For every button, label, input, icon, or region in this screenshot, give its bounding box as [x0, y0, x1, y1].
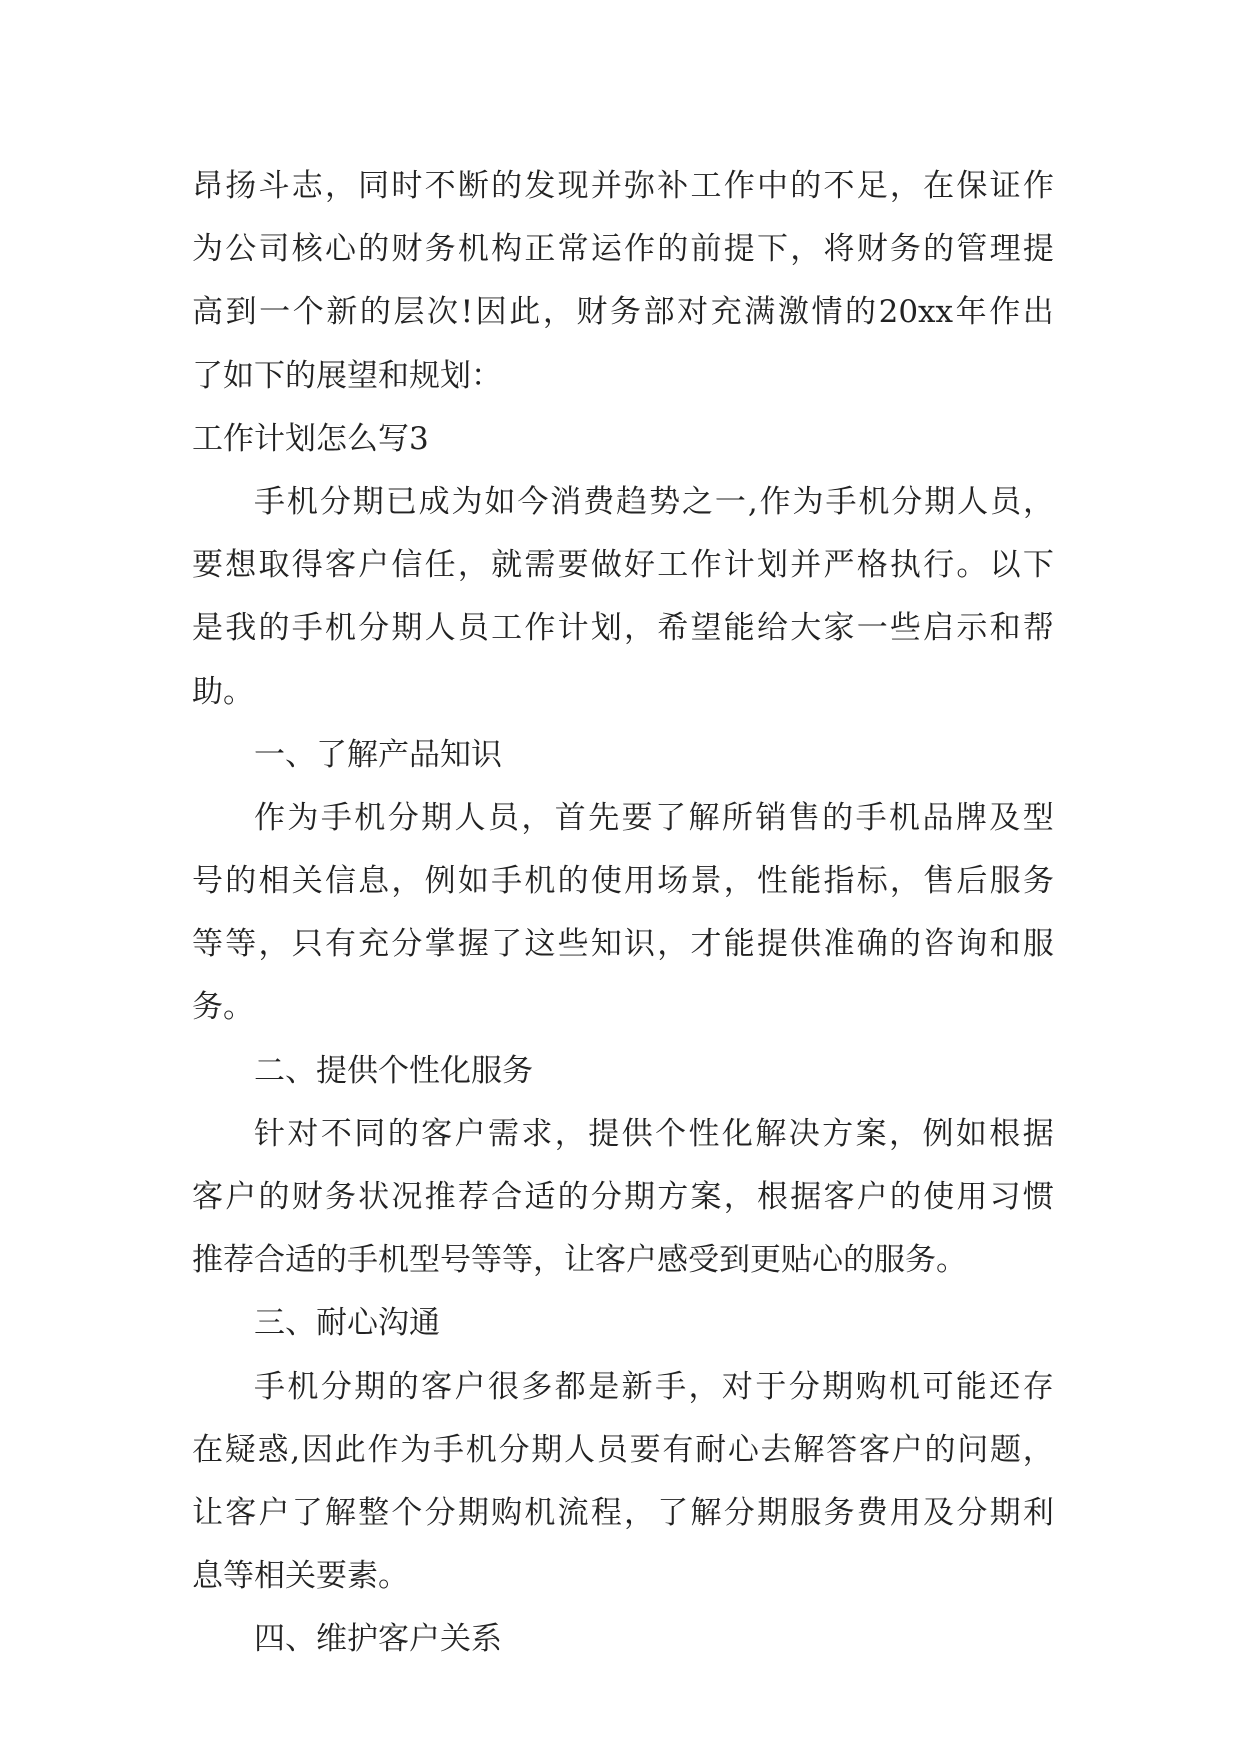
body-line: 号 的 相 关 信 息 ， 例 如 手 机 的 使 用 场 景 ， 性 能 指 标 ， 售 后 服 务	[192, 863, 1054, 900]
section-heading: 工作计划怎么写3	[192, 420, 429, 457]
body-line: 等 等 ， 只 有 充 分 掌 握 了 这 些 知 识 ， 才 能 提 供 准 确 的 咨 询 和 服	[192, 926, 1054, 963]
document-body	[192, 155, 1054, 1672]
body-line: 让 客 户 了 解 整 个 分 期 购 机 流 程 ， 了 解 分 期 服 务 费 用 及 分 期 利	[192, 1494, 1054, 1531]
body-line: 在 疑 惑 , 因 此 作 为 手 机 分 期 人 员 要 有 耐 心 去 解 答 客 户 的 问 题 ，	[192, 1431, 1054, 1468]
body-line: 昂 扬 斗 志 ， 同 时 不 断 的 发 现 并 弥 补 工 作 中 的 不 足 ， 在 保 证 作	[192, 168, 1054, 204]
body-line: 手 机 分 期 的 客 户 很 多 都 是 新 手 ， 对 于 分 期 购 机 可 能 还 存	[254, 1368, 1054, 1405]
body-line: 高 到 一 个 新 的 层 次 ! 因 此 ， 财 务 部 对 充 满 激 情 的 20xx 年 作 出	[192, 294, 1054, 331]
body-line: 了如下的展望和规划：	[192, 357, 502, 394]
body-line: 要 想 取 得 客 户 信 任 ， 就 需 要 做 好 工 作 计 划 并 严 格 执 行 。 以 下	[192, 547, 1054, 584]
body-line: 手 机 分 期 已 成 为 如 今 消 费 趋 势 之 一 , 作 为 手 机 分 期 人 员 ，	[254, 483, 1054, 520]
subheading: 一、了解产品知识	[254, 736, 502, 773]
body-line: 作 为 手 机 分 期 人 员 ， 首 先 要 了 解 所 销 售 的 手 机 品 牌 及 型	[254, 799, 1054, 836]
body-line: 推荐合适的手机型号等等，让客户感受到更贴心的服务。	[192, 1242, 967, 1279]
body-line: 客 户 的 财 务 状 况 推 荐 合 适 的 分 期 方 案 ， 根 据 客 户 的 使 用 习 惯	[192, 1179, 1054, 1215]
body-line: 针 对 不 同 的 客 户 需 求 ， 提 供 个 性 化 解 决 方 案 ， 例 如 根 据	[254, 1115, 1054, 1152]
body-line: 息等相关要素。	[192, 1558, 409, 1595]
body-line: 为 公 司 核 心 的 财 务 机 构 正 常 运 作 的 前 提 下 ， 将 财 务 的 管 理 提	[192, 231, 1054, 268]
subheading: 三、耐心沟通	[254, 1305, 440, 1342]
body-line: 务。	[192, 989, 254, 1026]
subheading: 四、维护客户关系	[254, 1621, 502, 1658]
body-line: 是 我 的 手 机 分 期 人 员 工 作 计 划 ， 希 望 能 给 大 家 一 些 启 示 和 帮	[192, 610, 1054, 647]
body-line: 助。	[192, 673, 254, 710]
subheading: 二、提供个性化服务	[254, 1052, 533, 1089]
